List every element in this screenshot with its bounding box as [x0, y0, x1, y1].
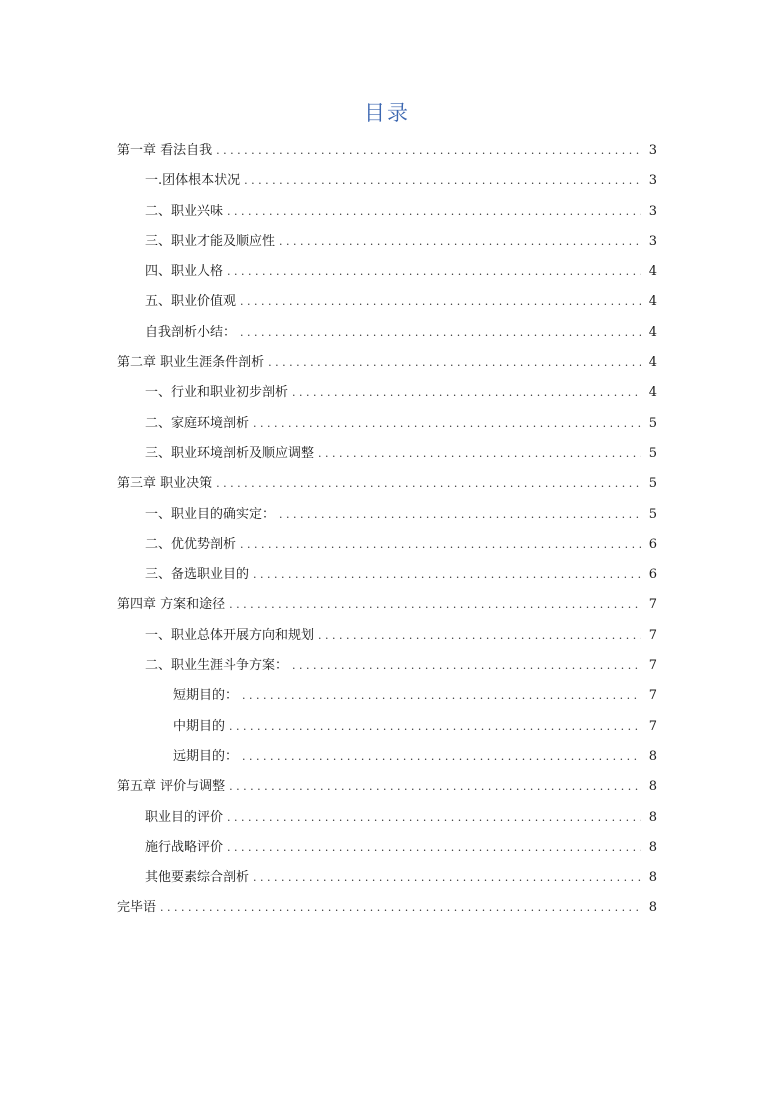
- toc-entry[interactable]: [117, 621, 657, 651]
- toc-entry-page: 7: [648, 718, 657, 734]
- toc-entry[interactable]: [117, 348, 657, 378]
- toc-entry-label: 三、职业环境剖析及顺应调整: [145, 445, 315, 461]
- toc-entry-page: 8: [648, 870, 657, 886]
- toc-entry[interactable]: [117, 287, 657, 317]
- toc-entry-label: 职业目的评价: [145, 809, 224, 825]
- toc-dot-leader: [227, 833, 641, 863]
- toc-entry[interactable]: [117, 469, 657, 499]
- toc-entry-label: 二、优优势剖析: [145, 536, 237, 552]
- toc-entry-page: 8: [648, 779, 657, 795]
- toc-entry-label: 三、备选职业目的: [145, 567, 250, 583]
- toc-dot-leader: [229, 590, 641, 620]
- toc-dot-leader: [318, 621, 641, 651]
- toc-entry-page: 5: [648, 445, 657, 461]
- toc-entry-page: 3: [648, 173, 657, 189]
- toc-entry-label: 三、职业才能及顺应性: [145, 233, 276, 249]
- toc-entry[interactable]: [117, 772, 657, 802]
- toc-dot-leader: [160, 893, 641, 923]
- toc-entry-page: 4: [648, 385, 657, 401]
- toc-entry-page: 6: [648, 536, 657, 552]
- toc-entry[interactable]: [117, 863, 657, 893]
- toc-entry[interactable]: [117, 651, 657, 681]
- toc-dot-leader: [253, 863, 641, 893]
- toc-entry[interactable]: [117, 318, 657, 348]
- toc-dot-leader: [318, 439, 641, 469]
- toc-entry-label: 第三章 职业决策: [117, 476, 213, 492]
- toc-entry[interactable]: [117, 530, 657, 560]
- toc-dot-leader: [279, 500, 641, 530]
- toc-entry[interactable]: [117, 681, 657, 711]
- toc-entry-label: 一.团体根本状况: [145, 173, 241, 189]
- toc-entry[interactable]: [117, 833, 657, 863]
- toc-entry[interactable]: [117, 166, 657, 196]
- toc-entry-page: 8: [648, 839, 657, 855]
- toc-entry-label: 短期目的：: [173, 688, 239, 704]
- toc-title: 目录: [364, 101, 410, 125]
- toc-dot-leader: [292, 651, 641, 681]
- toc-entry-label: 远期目的：: [173, 748, 239, 764]
- toc-entry-page: 7: [648, 688, 657, 704]
- toc-dot-leader: [244, 166, 641, 196]
- toc-entry[interactable]: [117, 136, 657, 166]
- toc-entry-label: 二、职业生涯斗争方案：: [145, 658, 289, 674]
- toc-entry[interactable]: [117, 560, 657, 590]
- toc-entry[interactable]: [117, 712, 657, 742]
- toc-entry-label: 第五章 评价与调整: [117, 779, 226, 795]
- toc-entry-label: 其他要素综合剖析: [145, 870, 250, 886]
- toc-entry[interactable]: [117, 500, 657, 530]
- toc-dot-leader: [292, 378, 641, 408]
- toc-entry-page: 4: [648, 355, 657, 371]
- toc-entry-label: 第一章 看法自我: [117, 143, 213, 158]
- toc-entry-page: 5: [648, 476, 657, 492]
- toc-entry-page: 3: [648, 143, 657, 158]
- toc-entry[interactable]: [117, 439, 657, 469]
- toc-dot-leader: [229, 712, 641, 742]
- toc-entry-label: 一、职业总体开展方向和规划: [145, 627, 315, 643]
- toc-entry[interactable]: [117, 197, 657, 227]
- toc-entry-page: 4: [648, 264, 657, 280]
- toc-entry-label: 五、职业价值观: [145, 294, 237, 310]
- toc-dot-leader: [227, 803, 641, 833]
- toc-dot-leader: [268, 348, 641, 378]
- toc-dot-leader: [240, 530, 641, 560]
- toc-entry[interactable]: [117, 590, 657, 620]
- toc-entry-page: 3: [648, 233, 657, 249]
- toc-entry-page: 7: [648, 658, 657, 674]
- toc-entry-page: 8: [648, 748, 657, 764]
- toc-entry[interactable]: [117, 227, 657, 257]
- toc-entry-label: 完毕语: [117, 900, 157, 916]
- toc-dot-leader: [240, 318, 641, 348]
- toc-entry-label: 施行战略评价: [145, 839, 224, 855]
- toc-dot-leader: [242, 681, 641, 711]
- toc-entry-label: 自我剖析小结：: [145, 324, 237, 340]
- toc-entry-page: 6: [648, 567, 657, 583]
- toc-entry-page: 5: [648, 415, 657, 431]
- toc-dot-leader: [227, 197, 641, 227]
- toc-entry[interactable]: [117, 378, 657, 408]
- toc-dot-leader: [253, 560, 641, 590]
- toc-entry-label: 一、行业和职业初步剖析: [145, 385, 289, 401]
- toc-entry[interactable]: [117, 409, 657, 439]
- toc-entry-label: 第二章 职业生涯条件剖析: [117, 355, 265, 371]
- toc-dot-leader: [279, 227, 641, 257]
- toc-entry-label: 一、职业目的确实定：: [145, 506, 276, 522]
- toc-entry[interactable]: [117, 893, 657, 923]
- toc-entry[interactable]: [117, 257, 657, 287]
- toc-entry-label: 中期目的: [173, 718, 226, 734]
- toc-dot-leader: [240, 287, 641, 317]
- toc-entry-page: 5: [648, 506, 657, 522]
- toc-entry-page: 3: [648, 203, 657, 219]
- toc-dot-leader: [227, 257, 641, 287]
- toc-entry-page: 8: [648, 900, 657, 916]
- toc-entry-label: 二、职业兴味: [145, 203, 224, 219]
- toc-dot-leader: [253, 409, 641, 439]
- toc-entry-page: 4: [648, 294, 657, 310]
- toc-dot-leader: [216, 136, 641, 166]
- toc-entry[interactable]: [117, 803, 657, 833]
- toc-entry-page: 4: [648, 324, 657, 340]
- toc-entry-label: 二、家庭环境剖析: [145, 415, 250, 431]
- toc-dot-leader: [216, 469, 641, 499]
- toc-dot-leader: [242, 742, 641, 772]
- toc-entry-page: 8: [648, 809, 657, 825]
- toc-entry-label: 四、职业人格: [145, 264, 224, 280]
- toc-dot-leader: [229, 772, 641, 802]
- toc-entry-page: 7: [648, 597, 657, 613]
- toc-list: [117, 136, 657, 924]
- toc-entry[interactable]: [117, 742, 657, 772]
- toc-entry-label: 第四章 方案和途径: [117, 597, 226, 613]
- toc-entry-page: 7: [648, 627, 657, 643]
